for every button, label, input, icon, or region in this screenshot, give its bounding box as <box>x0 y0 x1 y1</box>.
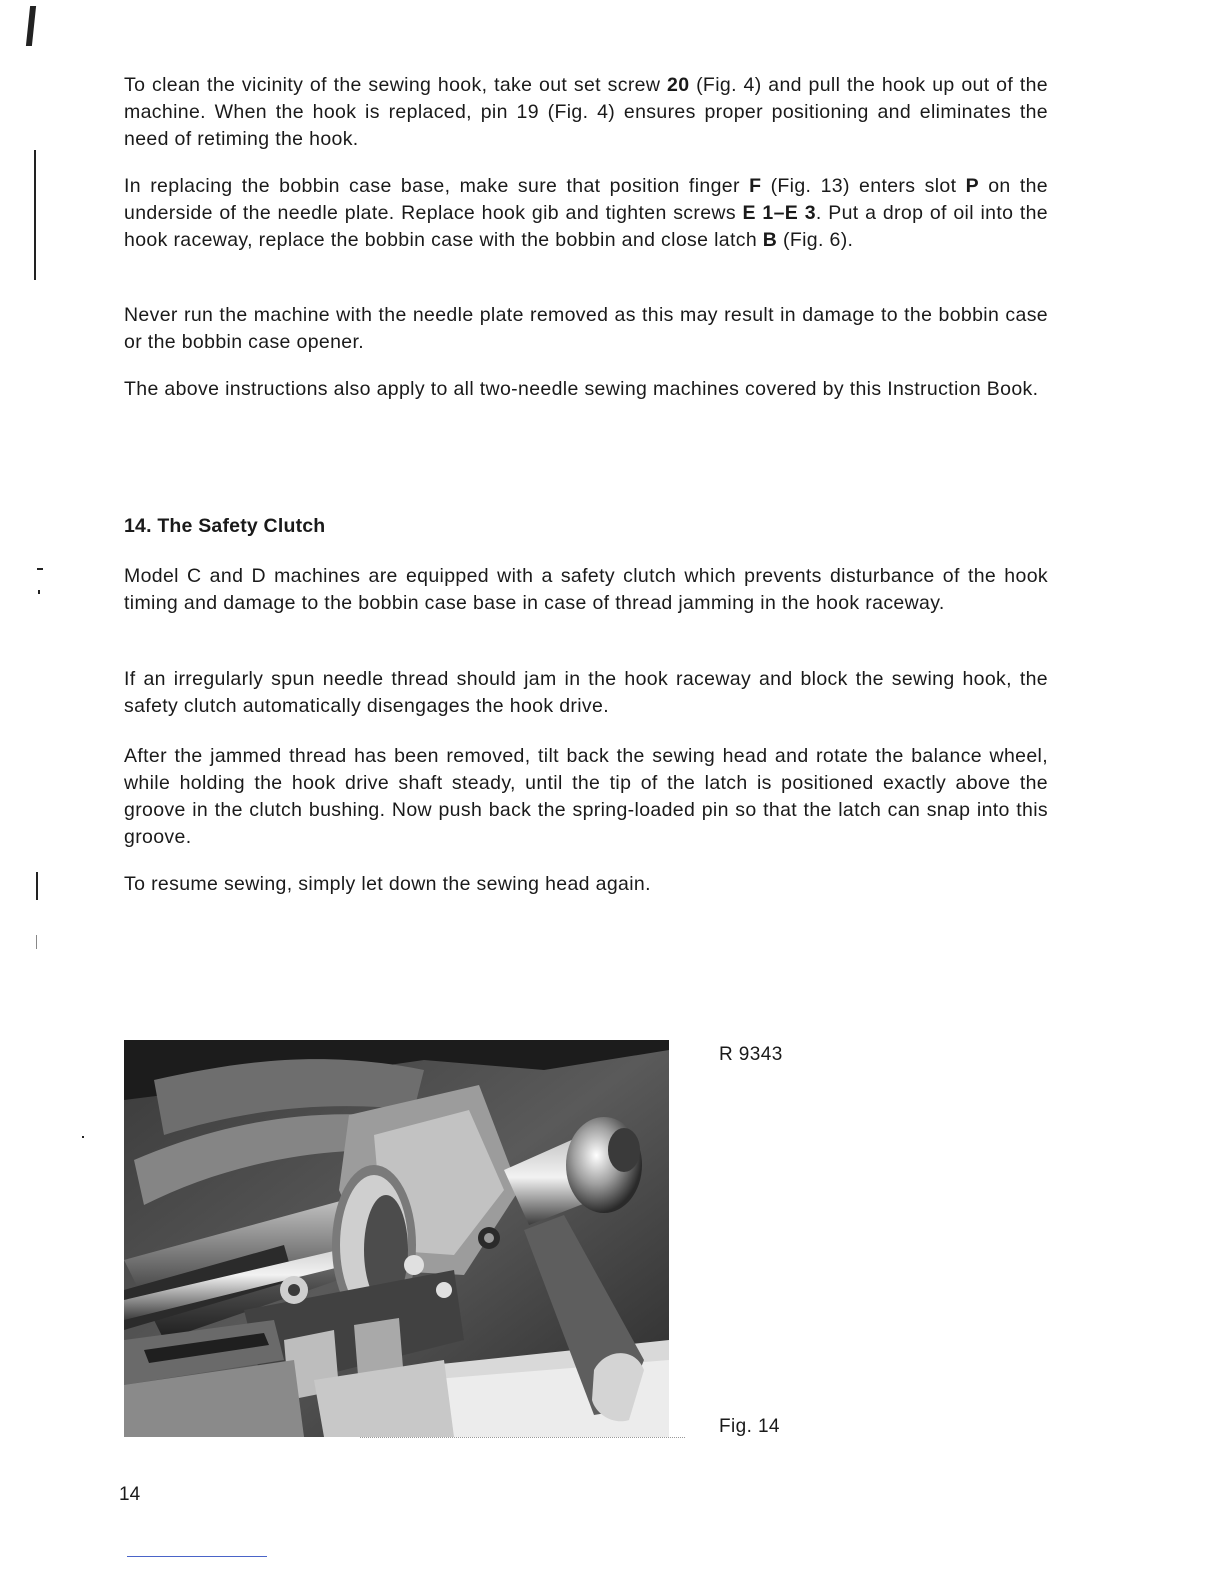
paragraph-two-needle-note: The above instructions also apply to all two-needle sewing machines covered by this Instruction Book. <box>124 378 1039 400</box>
paragraph-resume-sewing: To resume sewing, simply let down the sewing head again. <box>124 873 651 895</box>
scan-mark <box>36 935 37 949</box>
paragraph-hook-cleaning: To clean the vicinity of the sewing hook, take out set screw 20 (Fig. 4) and pull the hook up out of the machine. When the hook is replaced, pin 19 (Fig. 4) ensures proper positioning and eliminates the need of retiming the hook. <box>124 74 1048 150</box>
footer-rule <box>127 1556 267 1557</box>
paragraph-needle-plate-warning: Never run the machine with the needle plate removed as this may result in damage to the bobbin case or the bobbin case opener. <box>124 304 1048 353</box>
figure-label: Fig. 14 <box>719 1416 780 1437</box>
paragraph-thread-jam: If an irregularly spun needle thread should jam in the hook raceway and block the sewing hook, the safety clutch automatically disengages the hook drive. <box>124 668 1048 717</box>
scan-mark <box>36 872 38 900</box>
paragraph-safety-clutch-intro: Model C and D machines are equipped with a safety clutch which prevents disturbance of the hook timing and damage to the bobbin case base in case of thread jamming in the hook raceway. <box>124 565 1048 614</box>
figure-reference-number: R 9343 <box>719 1044 783 1065</box>
scan-mark <box>37 568 43 570</box>
photo-edge-dots <box>360 1437 685 1438</box>
paragraph-reset-procedure: After the jammed thread has been removed, tilt back the sewing head and rotate the balance wheel, while holding the hook drive shaft steady, until the tip of the latch is positioned exactly above the groove in the clutch bushing. Now push back the spring-loaded pin so that the latch can snap into this groove. <box>124 745 1048 848</box>
scan-mark <box>38 590 40 594</box>
safety-clutch-photo <box>124 1040 669 1437</box>
page-number: 14 <box>119 1484 141 1505</box>
scan-mark <box>26 6 36 46</box>
scan-mark <box>82 1136 84 1138</box>
section-heading: 14. The Safety Clutch <box>124 515 326 537</box>
scan-mark <box>34 150 36 280</box>
paragraph-bobbin-case-replacement: In replacing the bobbin case base, make sure that position finger F (Fig. 13) enters slot P on the underside of the needle plate. Replace hook gib and tighten screws E 1–E 3. Put a drop of oil into the hook raceway, replace the bobbin case with the bobbin and close latch B (Fig. 6). <box>124 175 1048 251</box>
